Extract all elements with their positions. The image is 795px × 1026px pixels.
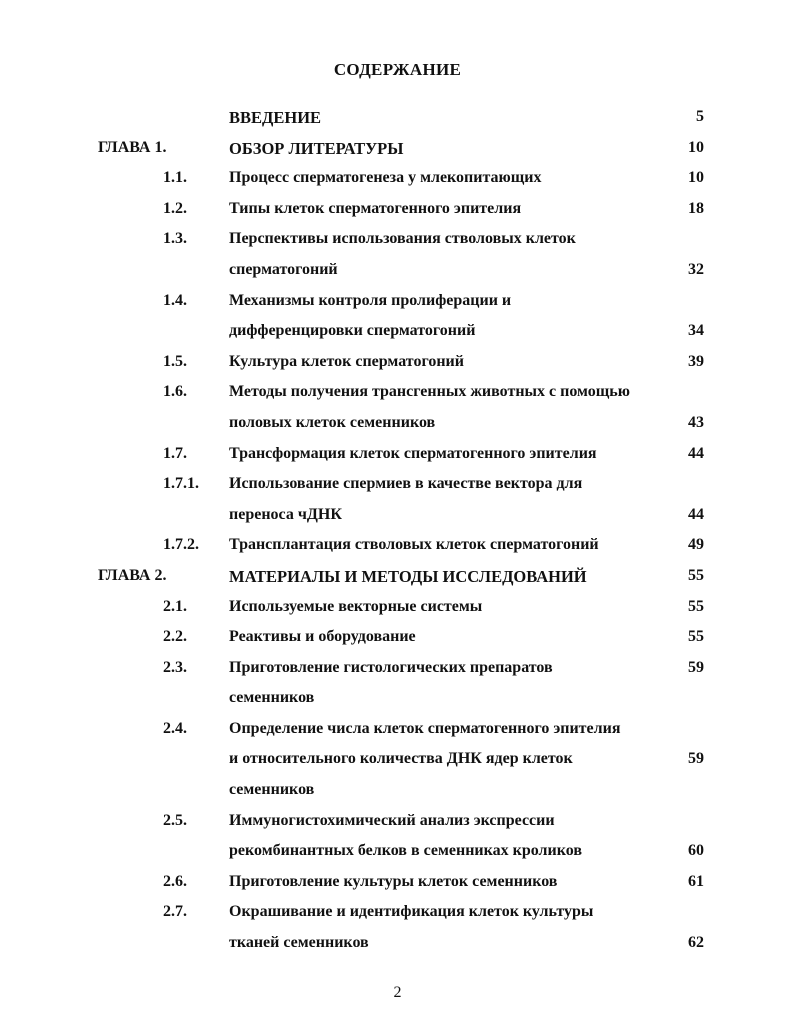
toc-entry-number: 2.5. xyxy=(163,811,187,829)
toc-entry xyxy=(0,379,795,410)
toc-entry xyxy=(0,685,795,716)
toc-entry-number: ГЛАВА 1. xyxy=(98,138,167,156)
toc-entry-title: сперматогоний xyxy=(229,260,338,278)
toc-entry-title: Методы получения трансгенных животных с помощью xyxy=(229,383,630,401)
toc-entry xyxy=(0,410,795,441)
toc-entry-title: Типы клеток сперматогенного эпителия xyxy=(229,199,522,217)
toc-entry-number: 2.2. xyxy=(163,628,187,646)
toc-entry xyxy=(0,716,795,747)
toc-entry xyxy=(0,532,795,563)
toc-entry-page: 10 xyxy=(688,138,704,156)
page-number: 2 xyxy=(393,984,402,1001)
toc-entry xyxy=(0,594,795,625)
toc-entry-title: и относительного количества ДНК ядер клеток xyxy=(229,750,573,768)
toc-entry xyxy=(0,471,795,502)
toc-entry-title: семенников xyxy=(229,689,315,707)
toc-entry-title: Окрашивание и идентификация клеток культуры xyxy=(229,903,594,921)
toc-entry xyxy=(0,899,795,930)
toc-entry-number: 2.7. xyxy=(163,903,187,921)
toc-entry xyxy=(0,104,795,135)
toc-entry-title: семенников xyxy=(229,781,315,799)
toc-entry-title: Процесс сперматогенеза у млекопитающих xyxy=(229,169,542,187)
toc-entry-number: 1.5. xyxy=(163,352,187,370)
toc-entry-page: 44 xyxy=(688,444,704,462)
toc-entry-title: тканей семенников xyxy=(229,934,369,952)
toc-entry-title: дифференцировки сперматогоний xyxy=(229,322,476,340)
toc-entry xyxy=(0,808,795,839)
toc-entry-number: 1.2. xyxy=(163,199,187,217)
toc-entry xyxy=(0,196,795,227)
toc-entry-title: Перспективы использования стволовых клеток xyxy=(229,230,576,248)
toc-entry-number: 2.6. xyxy=(163,872,187,890)
toc-entry-page: 39 xyxy=(688,352,704,370)
table-of-contents xyxy=(0,104,795,961)
toc-entry-page: 18 xyxy=(688,199,704,217)
toc-entry-number: 2.4. xyxy=(163,719,187,737)
toc-entry-page: 60 xyxy=(688,842,704,860)
toc-entry-title: Трансплантация стволовых клеток сперматогоний xyxy=(229,536,599,554)
toc-entry xyxy=(0,441,795,472)
toc-entry-title: Реактивы и оборудование xyxy=(229,628,416,646)
toc-entry-page: 55 xyxy=(688,566,704,584)
toc-entry-title: ОБЗОР ЛИТЕРАТУРЫ xyxy=(229,138,404,158)
toc-entry-title: Приготовление культуры клеток семенников xyxy=(229,872,558,890)
toc-entry xyxy=(0,838,795,869)
toc-entry xyxy=(0,318,795,349)
toc-entry-page: 61 xyxy=(688,872,704,890)
toc-entry-number: 1.7.2. xyxy=(163,536,199,554)
toc-entry-number: 1.4. xyxy=(163,291,187,309)
toc-entry xyxy=(0,563,795,594)
toc-entry-page: 10 xyxy=(688,169,704,187)
toc-entry xyxy=(0,226,795,257)
toc-entry xyxy=(0,288,795,319)
toc-entry-page: 55 xyxy=(688,597,704,615)
toc-entry-title: Использование спермиев в качестве вектора для xyxy=(229,475,583,493)
toc-entry-number: 2.1. xyxy=(163,597,187,615)
toc-entry-title: Культура клеток сперматогоний xyxy=(229,352,464,370)
toc-entry-number: 1.6. xyxy=(163,383,187,401)
toc-entry-page: 59 xyxy=(688,658,704,676)
toc-entry-page: 32 xyxy=(688,260,704,278)
toc-entry-number: ГЛАВА 2. xyxy=(98,566,167,584)
toc-entry-title: Механизмы контроля пролиферации и xyxy=(229,291,512,309)
toc-entry xyxy=(0,746,795,777)
toc-entry-number: 1.1. xyxy=(163,169,187,187)
toc-entry-title: Определение числа клеток сперматогенного эпителия xyxy=(229,719,621,737)
toc-entry-number: 1.7.1. xyxy=(163,475,199,493)
toc-entry-number: 1.3. xyxy=(163,230,187,248)
toc-entry-page: 34 xyxy=(688,322,704,340)
toc-entry xyxy=(0,502,795,533)
toc-entry-number: 1.7. xyxy=(163,444,187,462)
toc-entry-title: Используемые векторные системы xyxy=(229,597,483,615)
toc-entry xyxy=(0,655,795,686)
toc-entry xyxy=(0,165,795,196)
toc-entry-title: ВВЕДЕНИЕ xyxy=(229,108,322,127)
toc-entry-page: 59 xyxy=(688,750,704,768)
toc-entry-title: Иммуногистохимический анализ экспрессии xyxy=(229,811,555,829)
toc-entry xyxy=(0,257,795,288)
toc-entry-number: 2.3. xyxy=(163,658,187,676)
toc-entry xyxy=(0,349,795,380)
toc-entry-page: 49 xyxy=(688,536,704,554)
toc-title: СОДЕРЖАНИЕ xyxy=(333,60,462,79)
toc-entry xyxy=(0,777,795,808)
toc-entry-title: Трансформация клеток сперматогенного эпителия xyxy=(229,444,597,462)
toc-entry xyxy=(0,135,795,166)
toc-entry-title: половых клеток семенников xyxy=(229,413,436,431)
toc-entry xyxy=(0,624,795,655)
toc-entry-title: рекомбинантных белков в семенниках кроликов xyxy=(229,842,582,860)
toc-entry-title: переноса чДНК xyxy=(229,505,342,523)
toc-entry-page: 5 xyxy=(696,108,704,125)
toc-entry-title: МАТЕРИАЛЫ И МЕТОДЫ ИССЛЕДОВАНИЙ xyxy=(229,566,587,586)
toc-entry-page: 55 xyxy=(688,628,704,646)
toc-entry xyxy=(0,869,795,900)
toc-entry-title: Приготовление гистологических препаратов xyxy=(229,658,553,676)
toc-entry xyxy=(0,930,795,961)
toc-entry-page: 62 xyxy=(688,934,704,952)
toc-entry-page: 43 xyxy=(688,413,704,431)
toc-entry-page: 44 xyxy=(688,505,704,523)
